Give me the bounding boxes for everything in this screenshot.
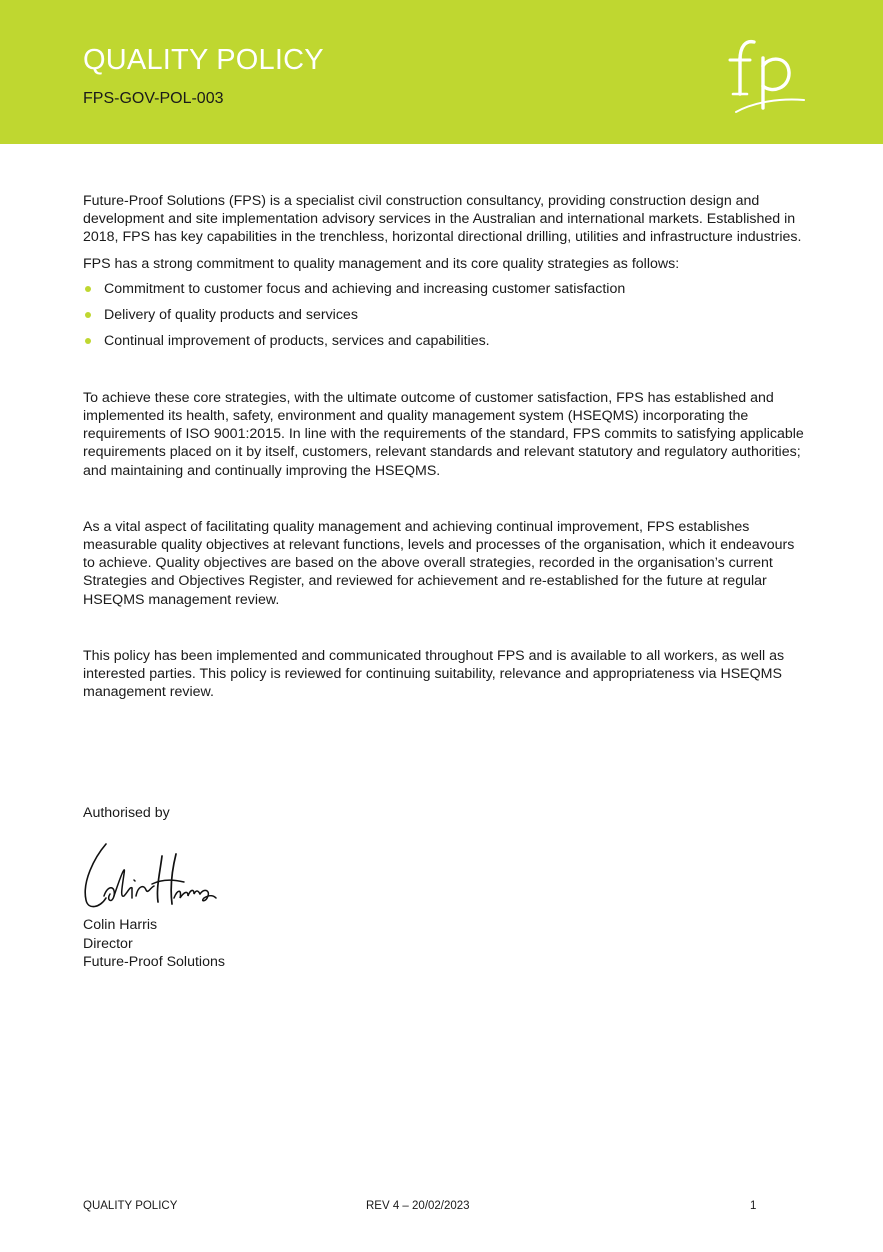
- signatory-organisation: Future-Proof Solutions: [83, 954, 225, 970]
- document-code: FPS-GOV-POL-003: [83, 90, 224, 107]
- commitment-paragraph: FPS has a strong commitment to quality management and its core quality strategies as follows:: [83, 255, 680, 272]
- page-footer: [83, 1200, 763, 1216]
- signatory-name: Colin Harris: [83, 917, 158, 933]
- communication-paragraph: This policy has been implemented and communicated throughout FPS and is available to all workers, as well as interested parties. This policy is reviewed for continuing suitability, relevance and appropriateness via HSEQMS management review.: [83, 647, 785, 701]
- header-banner: [0, 0, 883, 144]
- list-item: Continual improvement of products, services and capabilities.: [83, 332, 805, 358]
- signatory-role: Director: [83, 935, 133, 952]
- list-item: Commitment to customer focus and achieving and increasing customer satisfaction: [83, 280, 805, 306]
- policy-body: [83, 192, 805, 701]
- bullet-icon: [85, 312, 91, 318]
- footer-page-number: 1: [750, 1200, 757, 1212]
- bullet-icon: [85, 338, 91, 344]
- implementation-paragraph: To achieve these core strategies, with the ultimate outcome of customer satisfaction, FPS has established and implemented its health, safety, environment and quality management system (HSEQMS) incorporating the requirements of ISO 9001:2015. In line with the requirements of the standard, FPS commits to satisfying applicable requirements placed on it by itself, customers, relevant standards and relevant statutory and regulatory authorities; and maintaining and continually improving the HSEQMS.: [83, 389, 804, 479]
- intro-paragraph: Future-Proof Solutions (FPS) is a specialist civil construction consultancy, providing construction design and development and site implementation advisory services in the Australian and international markets. Established in 2018, FPS has key capabilities in the trenchless, horizontal directional drilling, utilities and infrastructure industries.: [83, 193, 802, 246]
- document-title: QUALITY POLICY: [83, 44, 324, 76]
- bullet-icon: [85, 286, 91, 292]
- footer-doc-title: QUALITY POLICY: [83, 1200, 178, 1212]
- strategy-list: [83, 280, 805, 358]
- authorised-label: Authorised by: [83, 805, 170, 821]
- objectives-paragraph: As a vital aspect of facilitating quality management and achieving continual improvement, FPS establishes measurable quality objectives at relevant functions, levels and processes of the organisation, which it endeavours to achieve. Quality objectives are based on the above overall strategies, recorded in the organisation’s current Strategies and Objectives Register, and reviewed for achievement and re-established for the future at regular HSEQMS management review.: [83, 518, 795, 608]
- signatory-block: [83, 916, 225, 972]
- signature-image: [80, 838, 218, 918]
- fp-logo-icon: [722, 36, 806, 118]
- footer-revision: REV 4 – 20/02/2023: [366, 1200, 470, 1212]
- list-item: Delivery of quality products and services: [83, 306, 805, 332]
